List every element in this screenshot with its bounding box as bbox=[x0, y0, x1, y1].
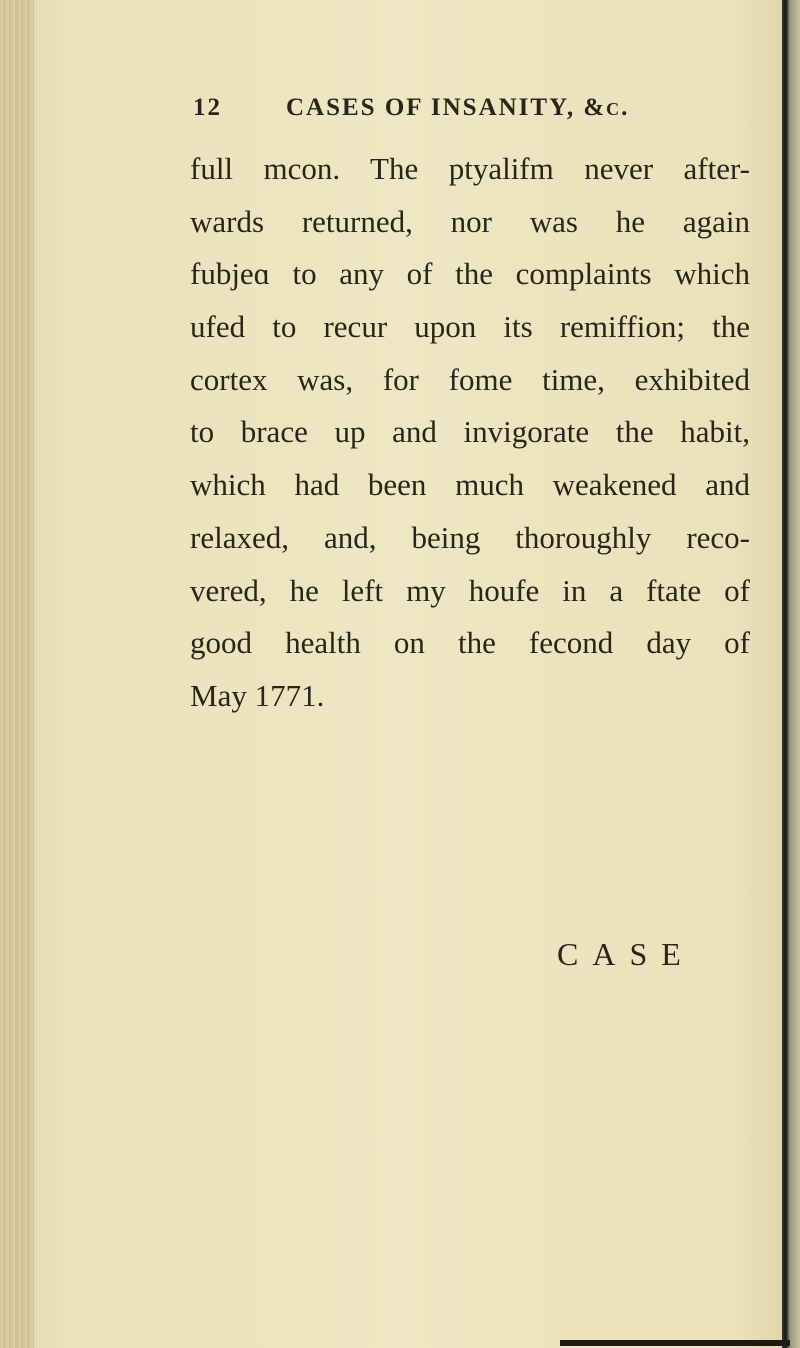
page-gutter bbox=[0, 0, 34, 1348]
body-text bbox=[190, 143, 750, 723]
page-edge bbox=[782, 0, 800, 1348]
running-head: CASES OF INSANITY, &c. bbox=[286, 94, 630, 121]
text-line: vered, he left my houfe in a ftate of bbox=[190, 572, 750, 608]
text-line: cortex was, for fome time, exhibited bbox=[190, 361, 750, 397]
text-line: which had been much weakened and bbox=[190, 467, 750, 503]
page-number: 12 bbox=[193, 94, 222, 121]
text-line: ufed to recur upon its remiffion; the bbox=[190, 309, 750, 345]
catchword: CASE bbox=[557, 936, 695, 972]
page-header bbox=[193, 94, 753, 134]
bottom-rule bbox=[560, 1340, 790, 1346]
text-line: fubjeɑ to any of the complaints which bbox=[190, 256, 750, 292]
text-line: wards returned, nor was he again bbox=[190, 203, 750, 239]
text-line: good health on the fecond day of bbox=[190, 625, 750, 661]
text-line: relaxed, and, being thoroughly reco- bbox=[190, 519, 750, 555]
text-line: full mcon. The ptyalifm never after- bbox=[190, 151, 750, 186]
text-line: to brace up and invigorate the habit, bbox=[190, 414, 750, 450]
text-line: May 1771. bbox=[190, 677, 325, 713]
